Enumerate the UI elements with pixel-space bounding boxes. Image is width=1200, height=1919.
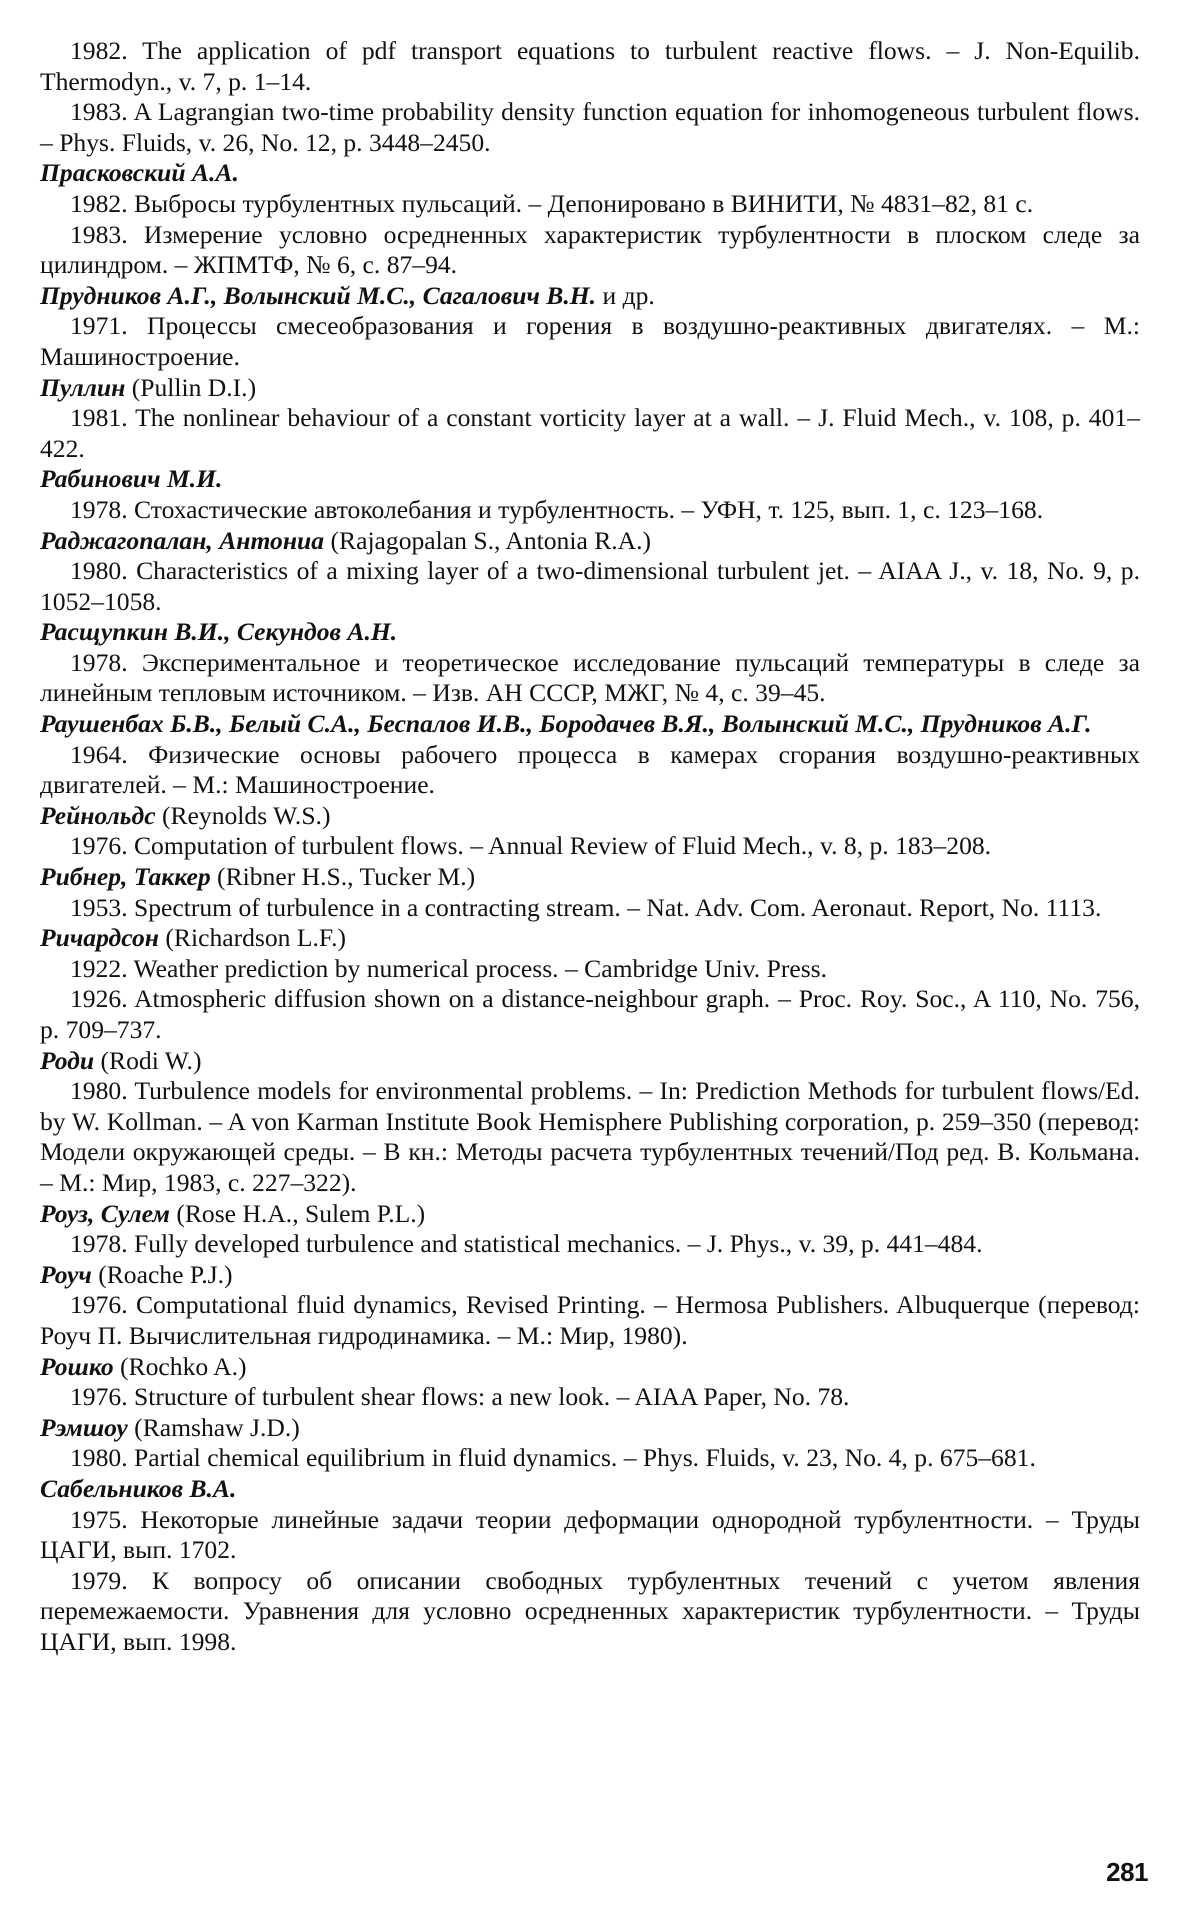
author-heading (40, 1413, 1140, 1444)
reference-entry: 1982. Выбросы турбулентных пульсаций. – Депонировано в ВИНИТИ, № 4831–82, 81 с. (70, 188, 1034, 218)
reference-entry: 1983. A Lagrangian two-time probability density function equation for inhomogeneous turbulent flows. – Phys. Fluids, v. 26, No. 12, p. 3448–2450. (40, 97, 1140, 157)
author-heading (40, 1199, 1140, 1230)
reference-entry: 1978. Экспериментальное и теоретическое исследование пульсаций температуры в следе за линейным тепловым источником. – Изв. АН СССР, МЖГ, № 4, с. 39–45. (40, 647, 1140, 708)
author-heading (40, 709, 1140, 740)
reference-entry: 1981. The nonlinear behaviour of a constant vorticity layer at a wall. – J. Fluid Mech., v. 108, p. 401–422. (40, 403, 1140, 463)
author-name: Ричардсон (40, 923, 159, 953)
author-name: Раджагопалан, Антониа (40, 525, 325, 555)
reference-entry: 1964. Физические основы рабочего процесса в камерах сгорания воздушно-реактивных двигателей. – М.: Машиностроение. (40, 739, 1140, 800)
author-name: Расщупкин В.И., Секундов А.Н. (40, 617, 398, 647)
reference-entry: 1979. К вопросу об описании свободных турбулентных течений с учетом явления перемежаемости. Уравнения для условно осредненных характеристик турбулентности. – Труды ЦАГИ, вып. 1998. (40, 1565, 1140, 1656)
reference-entry: 1980. Characteristics of a mixing layer of a two-dimensional turbulent jet. – AIAA J., v. 18, No. 9, p. 1052–1058. (40, 556, 1140, 616)
author-latin-name: (Ribner H.S., Tucker M.) (210, 862, 476, 892)
author-name: Рейнольдс (40, 800, 156, 830)
reference-entry: 1978. Стохастические автоколебания и турбулентность. – УФН, т. 125, вып. 1, с. 123–168. (70, 494, 1044, 524)
author-latin-name: (Roache P.J.) (91, 1259, 233, 1289)
author-name: Раушенбах Б.В., Белый С.А., Беспалов И.В., Бородачев В.Я., Волынский М.С., Прудников А.Г. (40, 709, 1092, 739)
page-number: 281 (1106, 1857, 1148, 1887)
author-heading (40, 801, 1140, 832)
author-heading (40, 373, 1140, 404)
author-latin-name: (Richardson L.F.) (158, 923, 347, 953)
author-name: Роди (40, 1045, 95, 1075)
reference-entry: 1976. Computation of turbulent flows. – Annual Review of Fluid Mech., v. 8, p. 183–208. (70, 831, 992, 861)
reference-entry: 1953. Spectrum of turbulence in a contracting stream. – Nat. Adv. Com. Aeronaut. Report, No. 1113. (70, 892, 1102, 922)
author-latin-name: (Rochko A.) (113, 1351, 247, 1381)
author-name: Пуллин (40, 372, 126, 402)
author-latin-name: (Rajagopalan S., Antonia R.A.) (324, 525, 652, 555)
author-heading (40, 1352, 1140, 1383)
author-name: Роуч (40, 1259, 92, 1289)
author-heading (40, 281, 1140, 312)
author-name: Рабинович М.И. (40, 464, 223, 494)
author-heading (40, 1474, 1140, 1505)
reference-entry: 1975. Некоторые линейные задачи теории деформации однородной турбулентности. – Труды ЦАГИ, вып. 1702. (40, 1504, 1140, 1565)
author-name: Роуз, Сулем (40, 1198, 170, 1228)
author-heading (40, 617, 1140, 648)
author-latin-name: и др. (596, 280, 655, 310)
reference-entry: 1980. Turbulence models for environmental problems. – In: Prediction Methods for turbulent flows/Ed. by W. Kollman. – A von Karman Institute Book Hemisphere Publishing corporation, p. 259–350 (перевод: Модели окружающей среды. – В кн.: Методы расчета турбулентных течений/Под ред. В. Кольмана. – М.: Мир, 1983, с. 227–322). (40, 1076, 1140, 1197)
author-latin-name: (Ramshaw J.D.) (127, 1412, 300, 1442)
author-heading (40, 1260, 1140, 1291)
author-name: Рэмшоу (40, 1412, 128, 1442)
reference-entry: 1922. Weather prediction by numerical process. – Cambridge Univ. Press. (70, 953, 828, 983)
reference-entry: 1978. Fully developed turbulence and statistical mechanics. – J. Phys., v. 39, p. 441–484. (70, 1229, 983, 1259)
author-heading (40, 526, 1140, 557)
author-heading (40, 1046, 1140, 1077)
author-name: Рошко (40, 1351, 114, 1381)
author-heading (40, 862, 1140, 893)
author-heading (40, 464, 1140, 495)
author-heading (40, 158, 1140, 189)
author-name: Прудников А.Г., Волынский М.С., Сагалович В.Н. (40, 280, 597, 310)
author-heading (40, 923, 1140, 954)
author-latin-name: (Pullin D.I.) (125, 372, 257, 402)
reference-entry: 1976. Structure of turbulent shear flows: a new look. – AIAA Paper, No. 78. (70, 1382, 850, 1412)
author-latin-name: (Rodi W.) (94, 1045, 202, 1075)
reference-entry: 1926. Atmospheric diffusion shown on a distance-neighbour graph. – Proc. Roy. Soc., A 110, No. 756, p. 709–737. (40, 984, 1140, 1044)
author-name: Прасковский А.А. (40, 158, 239, 188)
reference-entry: 1971. Процессы смесеобразования и горения в воздушно-реактивных двигателях. – М.: Машиностроение. (40, 311, 1140, 371)
author-name: Сабельников В.А. (40, 1473, 237, 1503)
reference-entry: 1976. Computational fluid dynamics, Revised Printing. – Hermosa Publishers. Albuquerque (перевод: Роуч П. Вычислительная гидродинамика. – М.: Мир, 1980). (40, 1290, 1140, 1350)
author-name: Рибнер, Таккер (40, 862, 211, 892)
reference-entry: 1983. Измерение условно осредненных характеристик турбулентности в плоском следе за цилиндром. – ЖПМТФ, № 6, с. 87–94. (40, 219, 1140, 280)
reference-entry: 1982. The application of pdf transport equations to turbulent reactive flows. – J. Non-Equilib. Thermodyn., v. 7, p. 1–14. (40, 36, 1140, 96)
reference-entry: 1980. Partial chemical equilibrium in fluid dynamics. – Phys. Fluids, v. 23, No. 4, p. 675–681. (70, 1443, 1036, 1473)
author-latin-name: (Rose H.A., Sulem P.L.) (169, 1198, 426, 1228)
reference-list (40, 36, 1140, 1657)
author-latin-name: (Reynolds W.S.) (155, 800, 331, 830)
